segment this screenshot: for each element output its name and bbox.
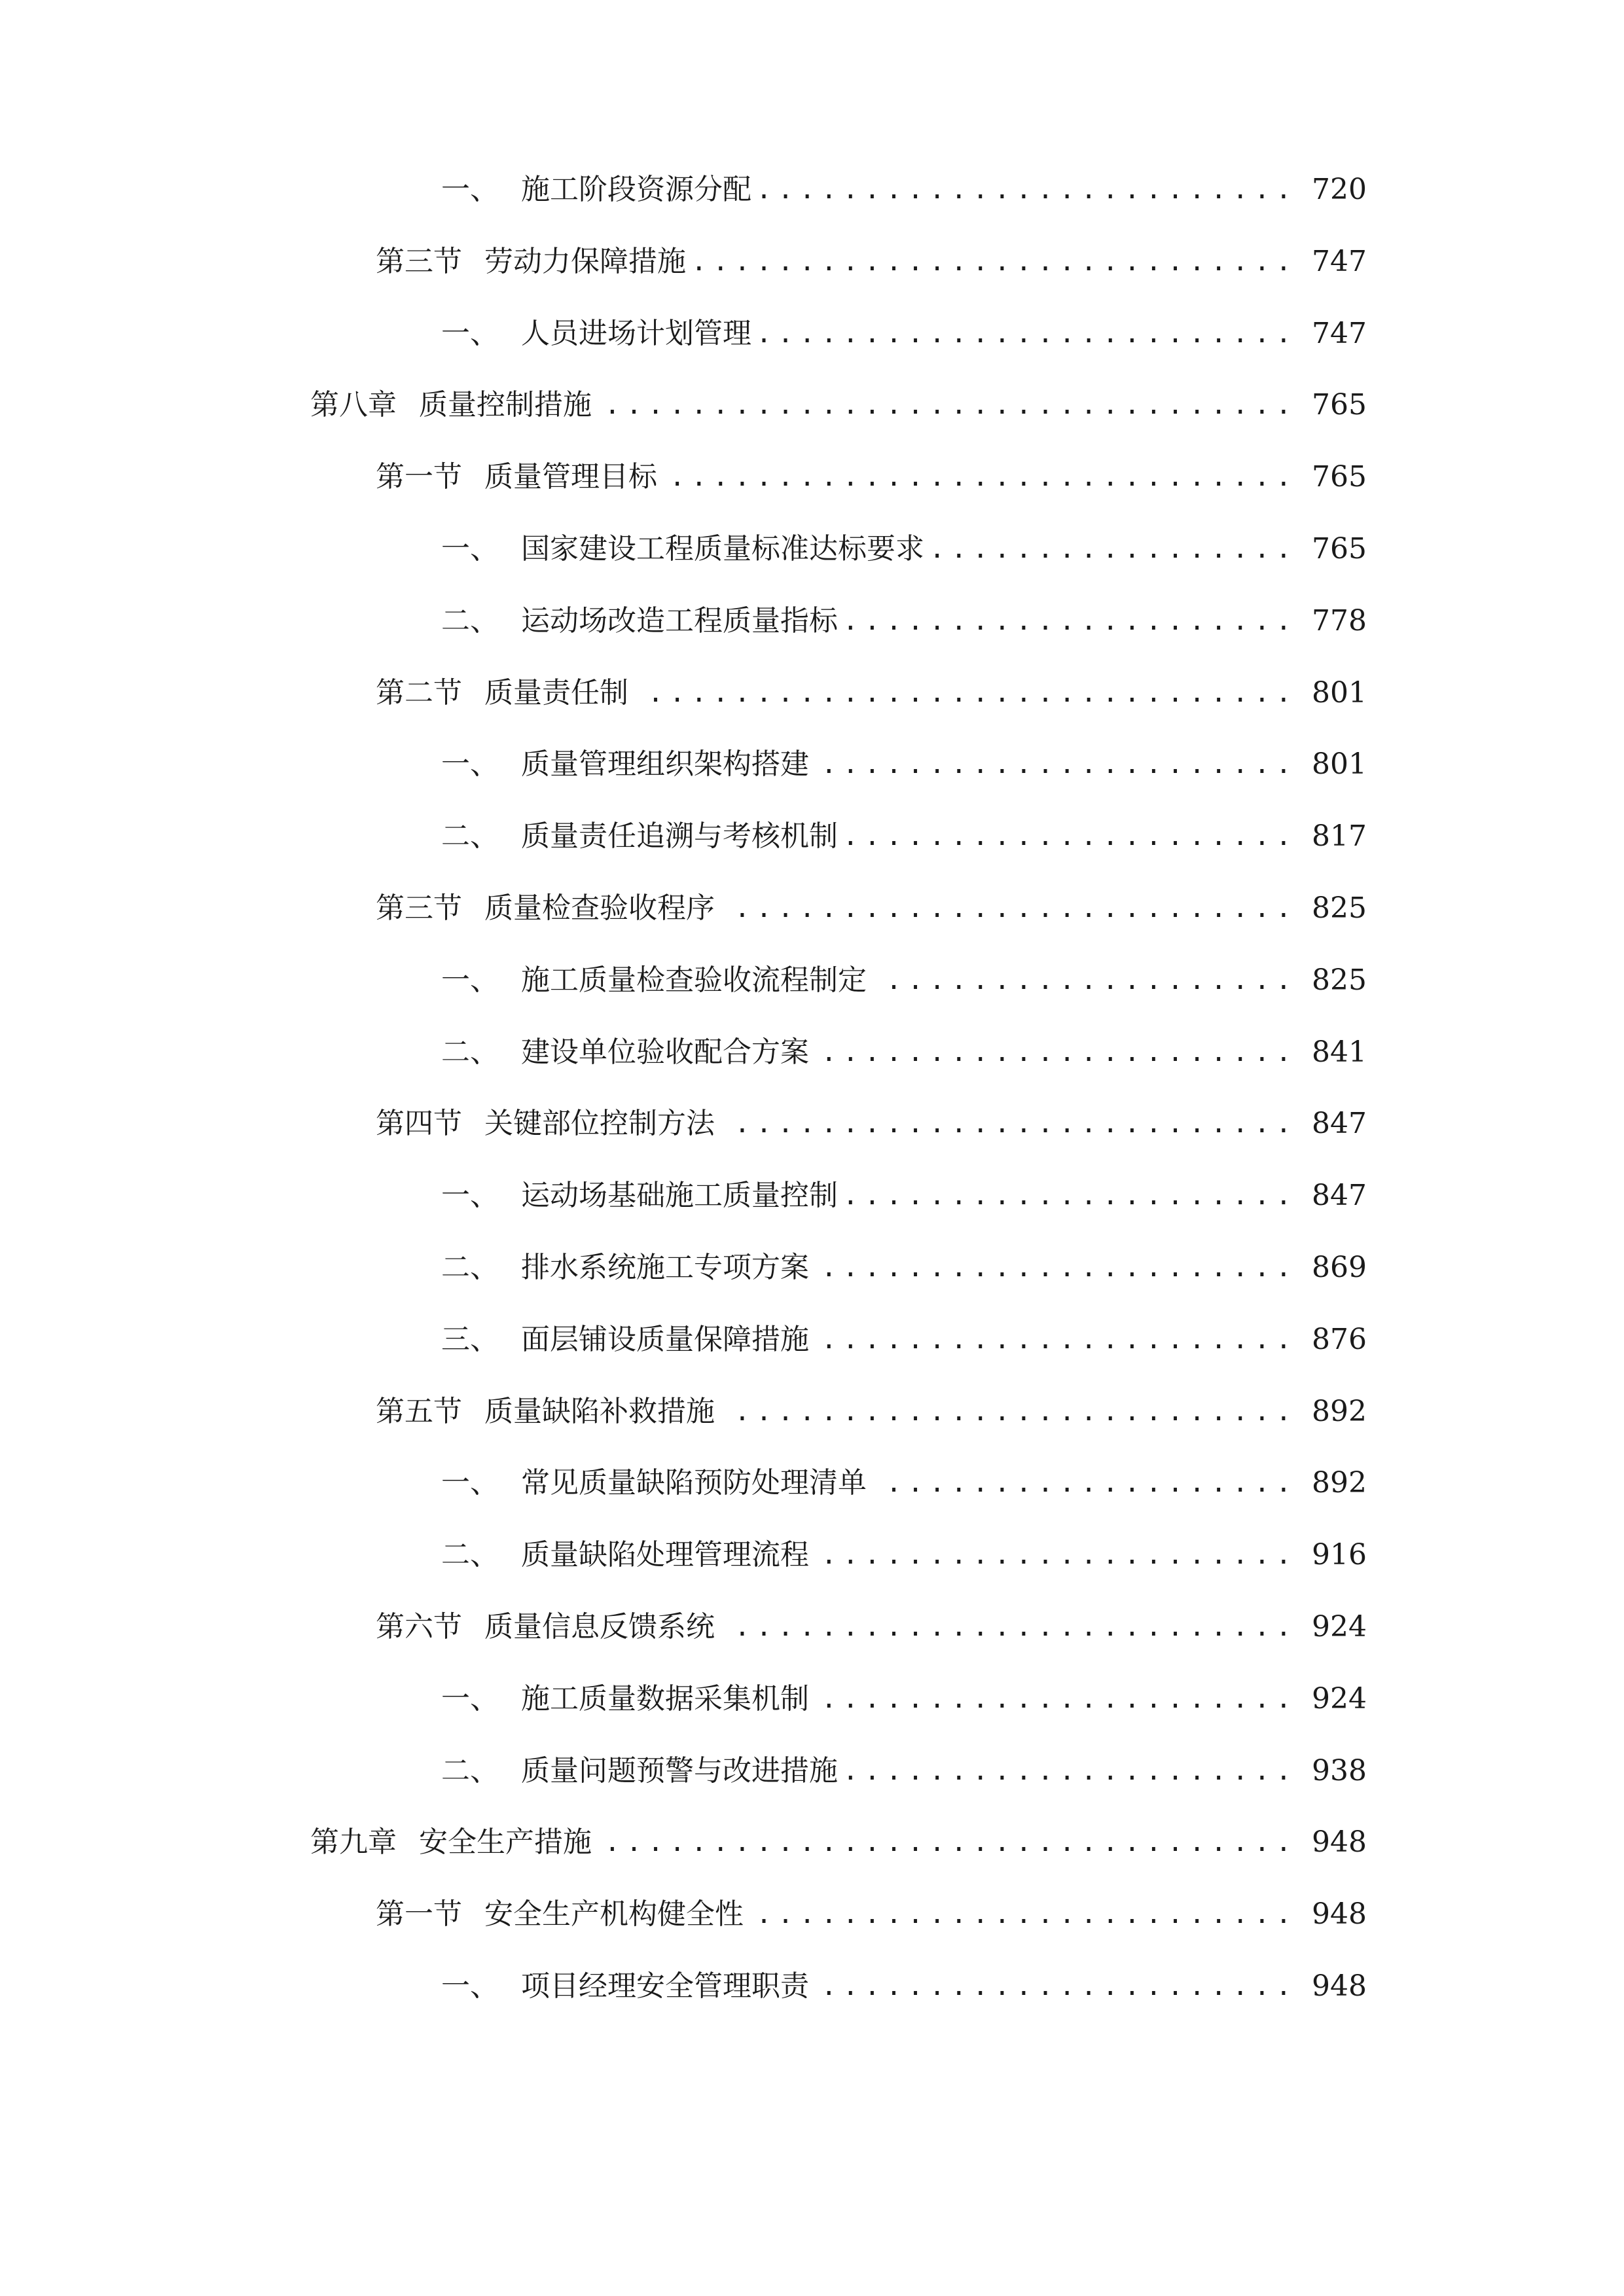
toc-entry-title: 质量控制措施 (419, 388, 592, 422)
toc-entry[interactable] (441, 304, 1367, 363)
toc-entry-number: 第九章 (310, 1825, 397, 1859)
toc-entry[interactable] (441, 1742, 1367, 1801)
toc-entry-page: 916 (1312, 1538, 1367, 1572)
toc-entry-page: 924 (1312, 1610, 1367, 1643)
toc-entry-title: 质量管理组织架构搭建 (521, 747, 809, 781)
toc-dot-leader (818, 1957, 1297, 2016)
toc-entry-title: 质量信息反馈系统 (484, 1610, 715, 1643)
toc-entry-title: 质量管理目标 (484, 460, 657, 494)
toc-entry-number: 二、 (441, 1753, 499, 1787)
toc-entry[interactable] (441, 1166, 1367, 1225)
toc-entry-title: 质量问题预警与改进措施 (521, 1753, 838, 1787)
toc-entry[interactable] (310, 376, 1367, 435)
toc-dot-leader (695, 232, 1297, 291)
toc-entry[interactable] (376, 232, 1367, 291)
toc-entry-title: 排水系统施工专项方案 (521, 1251, 809, 1284)
toc-entry-number: 第四节 (376, 1107, 462, 1141)
toc-entry[interactable] (376, 1598, 1367, 1657)
toc-entry-page: 765 (1312, 460, 1367, 494)
toc-entry[interactable] (376, 879, 1367, 938)
toc-entry-page: 847 (1312, 1107, 1367, 1141)
toc-entry[interactable] (441, 1238, 1367, 1297)
toc-entry-title: 建设单位验收配合方案 (521, 1035, 809, 1069)
toc-dot-leader (818, 1310, 1297, 1369)
toc-dot-leader (933, 520, 1297, 579)
toc-entry-page: 948 (1312, 1969, 1367, 2003)
toc-entry-title: 项目经理安全管理职责 (521, 1969, 809, 2003)
toc-dot-leader (761, 160, 1297, 219)
toc-dot-leader (601, 376, 1297, 435)
toc-entry-title: 质量责任追溯与考核机制 (521, 819, 838, 853)
toc-entry-page: 817 (1312, 819, 1367, 853)
toc-entry-number: 一、 (441, 1466, 499, 1500)
toc-entry-page: 892 (1312, 1394, 1367, 1428)
toc-entry-number: 第三节 (376, 891, 462, 925)
toc-entry[interactable] (376, 448, 1367, 507)
toc-dot-leader (724, 879, 1297, 938)
toc-dot-leader (724, 1382, 1297, 1441)
toc-dot-leader (724, 1094, 1297, 1153)
toc-entry[interactable] (441, 520, 1367, 579)
toc-entry-page: 825 (1312, 963, 1367, 997)
toc-dot-leader (847, 1166, 1297, 1225)
toc-entry[interactable] (376, 1094, 1367, 1153)
toc-dot-leader (847, 1742, 1297, 1801)
toc-entry[interactable] (441, 1454, 1367, 1513)
toc-entry-page: 869 (1312, 1251, 1367, 1284)
toc-entry-title: 常见质量缺陷预防处理清单 (521, 1466, 867, 1500)
toc-entry-number: 一、 (441, 1969, 499, 2003)
toc-entry-number: 第一节 (376, 460, 462, 494)
toc-entry-number: 一、 (441, 963, 499, 997)
toc-entry[interactable] (376, 664, 1367, 723)
toc-dot-leader (847, 592, 1297, 651)
toc-entry-number: 一、 (441, 316, 499, 350)
toc-dot-leader (847, 807, 1297, 866)
toc-dot-leader (818, 735, 1297, 794)
toc-entry-number: 第八章 (310, 388, 397, 422)
toc-entry-page: 924 (1312, 1681, 1367, 1715)
toc-entry[interactable] (441, 735, 1367, 794)
toc-entry-title: 质量缺陷处理管理流程 (521, 1538, 809, 1572)
toc-dot-leader (876, 1454, 1297, 1513)
toc-entry-number: 一、 (441, 532, 499, 565)
toc-entry-title: 质量缺陷补救措施 (484, 1394, 715, 1428)
toc-entry-number: 二、 (441, 1538, 499, 1572)
toc-dot-leader (818, 1238, 1297, 1297)
toc-entry-title: 运动场基础施工质量控制 (521, 1179, 838, 1213)
toc-entry[interactable] (441, 1310, 1367, 1369)
toc-entry-title: 施工质量检查验收流程制定 (521, 963, 867, 997)
toc-entry-number: 第五节 (376, 1394, 462, 1428)
toc-dot-leader (638, 664, 1297, 723)
toc-entry-title: 施工阶段资源分配 (521, 173, 751, 206)
toc-entry-page: 948 (1312, 1825, 1367, 1859)
toc-entry-number: 一、 (441, 1179, 499, 1213)
toc-entry-number: 二、 (441, 603, 499, 637)
toc-entry-number: 第一节 (376, 1897, 462, 1931)
toc-dot-leader (601, 1813, 1297, 1872)
toc-entry-title: 关键部位控制方法 (484, 1107, 715, 1141)
toc-entry-number: 一、 (441, 173, 499, 206)
toc-entry-title: 质量责任制 (484, 675, 628, 709)
toc-entry-number: 二、 (441, 1035, 499, 1069)
toc-entry-page: 841 (1312, 1035, 1367, 1069)
toc-entry-number: 一、 (441, 1681, 499, 1715)
toc-dot-leader (761, 304, 1297, 363)
toc-entry-page: 720 (1312, 173, 1367, 206)
toc-entry-title: 安全生产机构健全性 (484, 1897, 744, 1931)
toc-entry-page: 892 (1312, 1466, 1367, 1500)
toc-entry-title: 安全生产措施 (419, 1825, 592, 1859)
toc-entry-number: 第二节 (376, 675, 462, 709)
toc-entry-page: 747 (1312, 316, 1367, 350)
toc-dot-leader (818, 1023, 1297, 1082)
toc-entry[interactable] (441, 1670, 1367, 1729)
toc-entry-title: 人员进场计划管理 (521, 316, 751, 350)
toc-entry[interactable] (441, 807, 1367, 866)
toc-entry-page: 765 (1312, 532, 1367, 565)
toc-entry-page: 825 (1312, 891, 1367, 925)
toc-entry-page: 801 (1312, 675, 1367, 709)
toc-entry-title: 质量检查验收程序 (484, 891, 715, 925)
toc-dot-leader (724, 1598, 1297, 1657)
toc-entry-page: 948 (1312, 1897, 1367, 1931)
toc-entry-number: 一、 (441, 747, 499, 781)
toc-entry[interactable] (441, 951, 1367, 1010)
toc-entry-page: 801 (1312, 747, 1367, 781)
toc-entry-title: 施工质量数据采集机制 (521, 1681, 809, 1715)
toc-entry-number: 二、 (441, 819, 499, 853)
toc-dot-leader (666, 448, 1297, 507)
toc-entry-page: 876 (1312, 1322, 1367, 1356)
toc-entry[interactable] (441, 1957, 1367, 2016)
toc-entry-title: 劳动力保障措施 (484, 244, 686, 278)
toc-entry[interactable] (441, 1023, 1367, 1082)
toc-dot-leader (818, 1670, 1297, 1729)
toc-entry[interactable] (310, 1813, 1367, 1872)
toc-entry[interactable] (441, 160, 1367, 219)
toc-entry-number: 三、 (441, 1322, 499, 1356)
toc-entry-page: 938 (1312, 1753, 1367, 1787)
toc-entry[interactable] (441, 1526, 1367, 1585)
toc-dot-leader (753, 1885, 1297, 1944)
toc-dot-leader (876, 951, 1297, 1010)
toc-entry-page: 765 (1312, 388, 1367, 422)
toc-entry-number: 二、 (441, 1251, 499, 1284)
toc-dot-leader (818, 1526, 1297, 1585)
toc-entry-title: 运动场改造工程质量指标 (521, 603, 838, 637)
toc-entry-number: 第六节 (376, 1610, 462, 1643)
toc-entry[interactable] (376, 1885, 1367, 1944)
toc-entry[interactable] (376, 1382, 1367, 1441)
toc-entry-title: 面层铺设质量保障措施 (521, 1322, 809, 1356)
toc-entry-page: 847 (1312, 1179, 1367, 1213)
toc-entry-page: 778 (1312, 603, 1367, 637)
toc-entry-number: 第三节 (376, 244, 462, 278)
toc-entry-page: 747 (1312, 244, 1367, 278)
toc-entry[interactable] (441, 592, 1367, 651)
toc-entry-title: 国家建设工程质量标准达标要求 (521, 532, 924, 565)
